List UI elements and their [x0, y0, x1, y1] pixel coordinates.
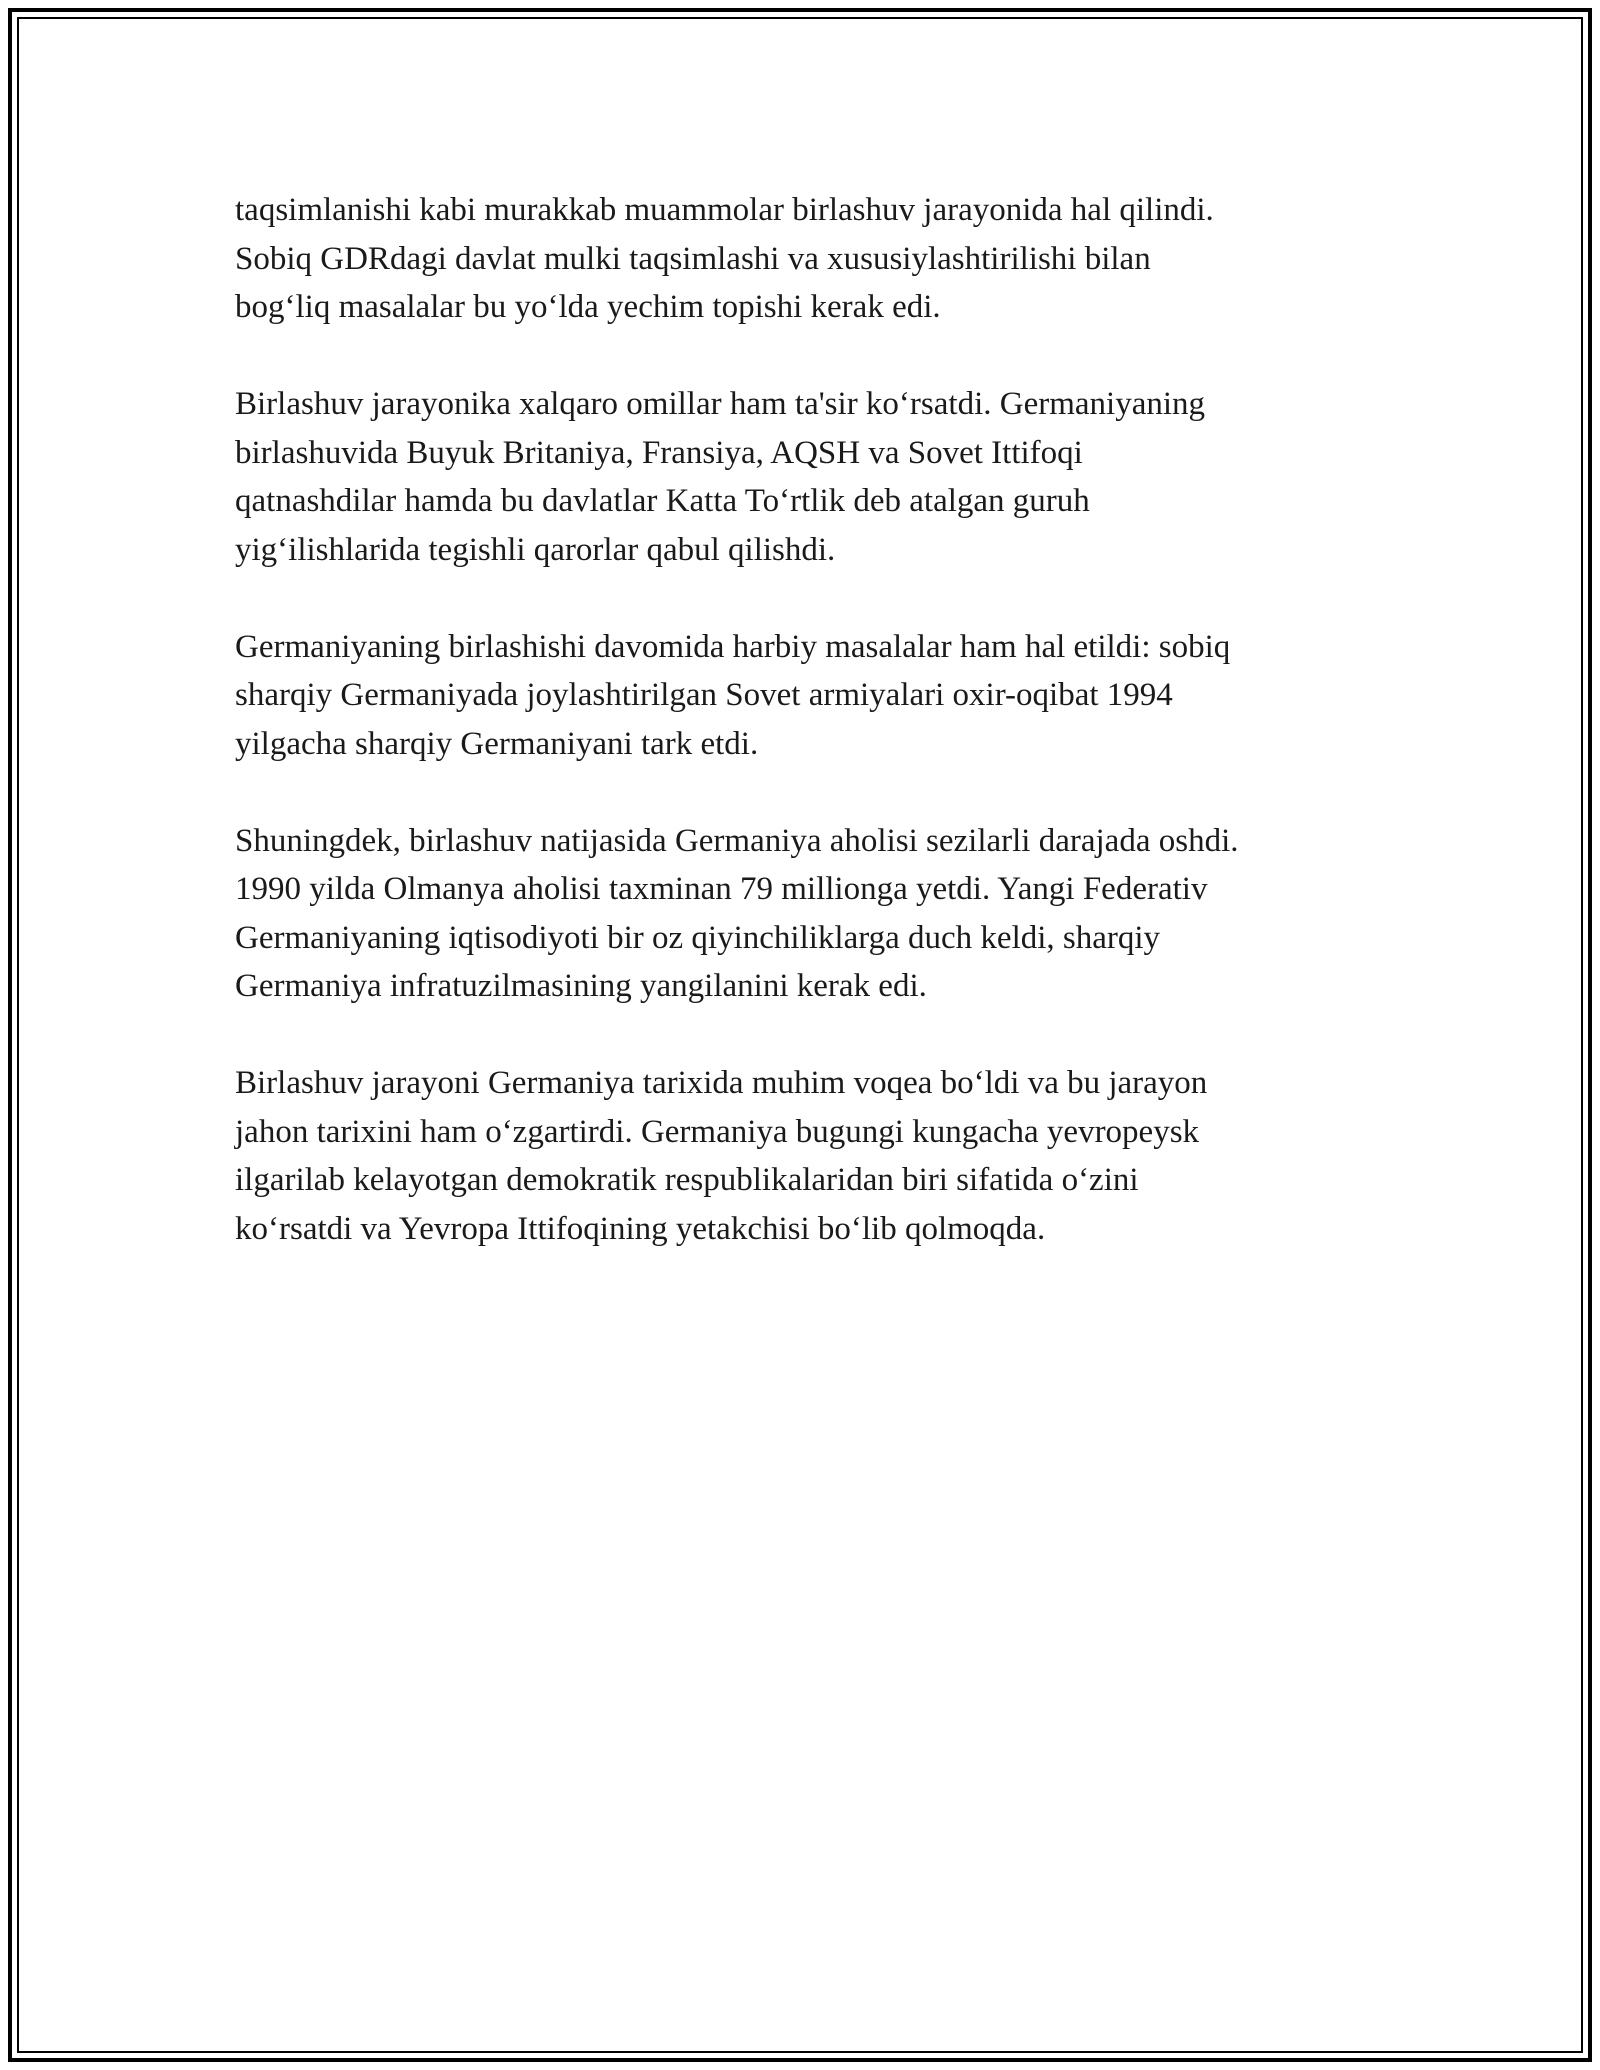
text-line: 1990 yilda Olmanya aholisi taxminan 79 millionga yetdi. Yangi Federativ [235, 871, 1208, 907]
text-line: Germaniya infratuzilmasining yangilanini kerak edi. [235, 968, 927, 1004]
paragraph-4 [235, 817, 1375, 1011]
text-line: Birlashuv jarayonika xalqaro omillar ham ta'sir ko‘rsatdi. Germaniyaning [235, 386, 1206, 422]
paragraph-1 [235, 186, 1375, 332]
text-line: jahon tarixini ham o‘zgartirdi. Germaniya bugungi kungacha yevropeysk [235, 1113, 1200, 1150]
document-body [235, 186, 1375, 1302]
text-line: Germaniyaning iqtisodiyoti bir oz qiyinchiliklarga duch keldi, sharqiy [235, 919, 1161, 956]
paragraph-2 [235, 380, 1375, 574]
text-line: ilgarilab kelayotgan demokratik respublikalaridan biri sifatida o‘zini [235, 1162, 1139, 1198]
text-line: Germaniyaning birlashishi davomida harbiy masalalar ham hal etildi: sobiq [235, 628, 1231, 665]
text-line: birlashuvida Buyuk Britaniya, Fransiya, AQSH va Sovet Ittifoqi [235, 434, 1083, 471]
text-line: taqsimlanishi kabi murakkab muammolar birlashuv jarayonida hal qilindi. [235, 192, 1214, 228]
paragraph-3 [235, 623, 1375, 769]
text-line: yig‘ilishlarida tegishli qarorlar qabul qilishdi. [235, 531, 836, 568]
text-line: qatnashdilar hamda bu davlatlar Katta To‘rtlik deb atalgan guruh [235, 483, 1090, 519]
text-line: Sobiq GDRdagi davlat mulki taqsimlashi va xususiylashtirilishi bilan [235, 240, 1151, 277]
text-line: ko‘rsatdi va Yevropa Ittifoqining yetakchisi bo‘lib qolmoqda. [235, 1210, 1046, 1247]
text-line: sharqiy Germaniyada joylashtirilgan Sovet armiyalari oxir-oqibat 1994 [235, 677, 1173, 713]
text-line: yilgacha sharqiy Germaniyani tark etdi. [235, 725, 759, 762]
text-line: Birlashuv jarayoni Germaniya tarixida muhim voqea bo‘ldi va bu jarayon [235, 1065, 1208, 1101]
text-line: Shuningdek, birlashuv natijasida Germaniya aholisi sezilarli darajada oshdi. [235, 822, 1239, 859]
paragraph-5 [235, 1059, 1375, 1253]
text-line: bog‘liq masalalar bu yo‘lda yechim topishi kerak edi. [235, 289, 941, 325]
